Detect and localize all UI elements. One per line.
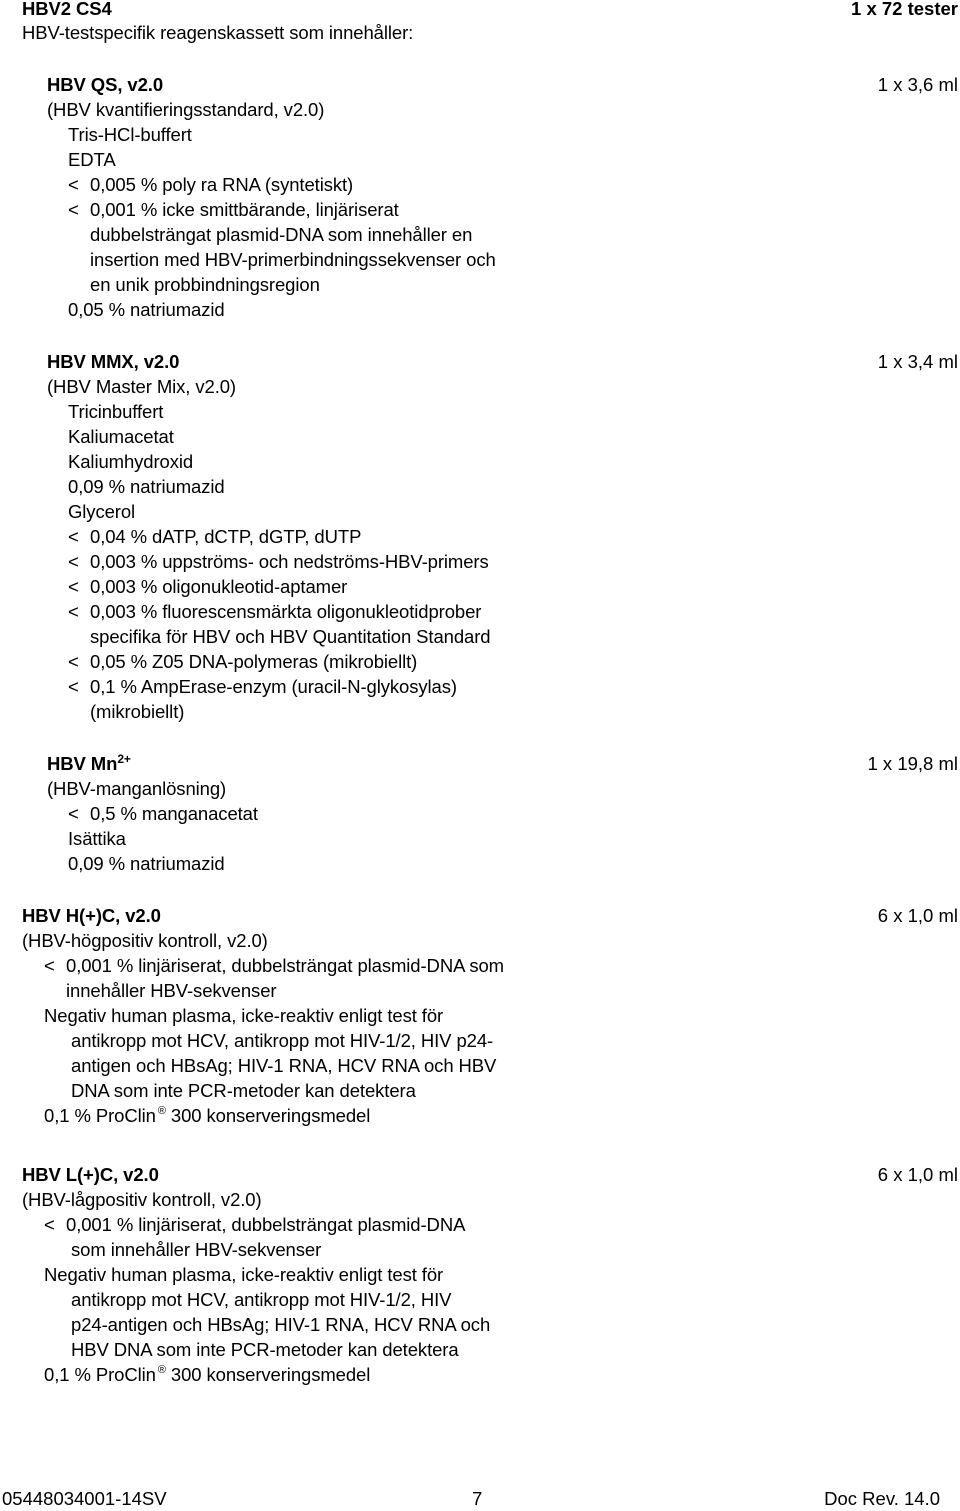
qs-component: < 0,001 % icke smittbärande, linjäriserat — [68, 199, 399, 220]
footer-revision: Doc Rev. 14.0 — [824, 1488, 940, 1509]
mmx-component: < 0,003 % oligonukleotid-aptamer — [68, 576, 348, 597]
qs-name: HBV QS, v2.0 — [47, 74, 164, 95]
lc-component-continued: HBV DNA som inte PCR-metoder kan detektera — [71, 1339, 459, 1360]
hc-component-continued: DNA som inte PCR-metoder kan detektera — [71, 1080, 416, 1101]
lc-component-continued: antikropp mot HCV, antikropp mot HIV-1/2, HIV — [71, 1289, 452, 1310]
footer-doc-number: 05448034001-14SV — [2, 1488, 167, 1509]
less-than-symbol: < — [68, 199, 79, 220]
mmx-component: 0,09 % natriumazid — [68, 476, 225, 497]
registered-mark: ® — [157, 1364, 166, 1376]
less-than-symbol: < — [68, 601, 79, 622]
qs-volume: 1 x 3,6 ml — [877, 74, 958, 95]
hc-volume: 6 x 1,0 ml — [877, 905, 958, 926]
qs-component: EDTA — [68, 149, 116, 170]
mn-superscript: 2+ — [117, 752, 131, 766]
mmx-component: < 0,05 % Z05 DNA-polymeras (mikrobiellt) — [68, 651, 418, 672]
qs-component-continued: dubbelsträngat plasmid-DNA som innehåller en — [90, 224, 473, 245]
kit-quantity: 1 x 72 tester — [851, 0, 958, 19]
qs-component-continued: insertion med HBV-primerbindningssekvenser och — [90, 249, 496, 270]
hc-fullname: (HBV-högpositiv kontroll, v2.0) — [22, 930, 268, 951]
less-than-symbol: < — [44, 955, 55, 976]
qs-component: 0,05 % natriumazid — [68, 299, 225, 320]
mmx-component: Glycerol — [68, 501, 136, 522]
less-than-symbol: < — [68, 174, 79, 195]
hc-component-continued: antikropp mot HCV, antikropp mot HIV-1/2, HIV p24- — [71, 1030, 494, 1051]
footer-page-number: 7 — [472, 1488, 483, 1509]
lc-component: 0,1 % ProClin ® 300 konserveringsmedel — [44, 1364, 371, 1385]
hc-component-continued: innehåller HBV-sekvenser — [66, 980, 277, 1001]
mmx-component-continued: (mikrobiellt) — [90, 701, 185, 722]
less-than-symbol: < — [68, 803, 79, 824]
mmx-component: < 0,04 % dATP, dCTP, dGTP, dUTP — [68, 526, 362, 547]
mmx-volume: 1 x 3,4 ml — [877, 351, 958, 372]
mn-component: < 0,5 % manganacetat — [68, 803, 258, 824]
mmx-component: < 0,003 % fluorescensmärkta oligonukleotidprober — [68, 601, 482, 622]
kit-subtitle: HBV-testspecifik reagenskassett som innehåller: — [22, 22, 414, 43]
less-than-symbol: < — [68, 526, 79, 547]
hc-component-continued: antigen och HBsAg; HIV-1 RNA, HCV RNA och HBV — [71, 1055, 497, 1076]
kit-title: HBV2 CS4 — [22, 0, 112, 19]
mmx-component: Kaliumacetat — [68, 426, 174, 447]
hc-component: < 0,001 % linjäriserat, dubbelsträngat plasmid-DNA som — [44, 955, 504, 976]
lc-component-continued: p24-antigen och HBsAg; HIV-1 RNA, HCV RNA och — [71, 1314, 491, 1335]
mn-name: HBV $Mn^{2+}$ — [47, 752, 131, 774]
mn-component: Isättika — [68, 828, 126, 849]
mmx-component: Kaliumhydroxid — [68, 451, 194, 472]
hc-component: 0,1 % ProClin ® 300 konserveringsmedel — [44, 1105, 371, 1126]
lc-name: HBV L(+)C, v2.0 — [22, 1164, 159, 1185]
mn-fullname: (HBV-manganlösning) — [47, 778, 227, 799]
mmx-name: HBV MMX, v2.0 — [47, 351, 180, 372]
mmx-component: < 0,003 % uppströms- och nedströms-HBV-primers — [68, 551, 489, 572]
mmx-component: Tricinbuffert — [68, 401, 164, 422]
qs-component: Tris-HCl-buffert — [68, 124, 192, 145]
mn-component: 0,09 % natriumazid — [68, 853, 225, 874]
mn-volume: 1 x 19,8 ml — [867, 753, 958, 774]
mmx-fullname: (HBV Master Mix, v2.0) — [47, 376, 236, 397]
registered-mark: ® — [157, 1105, 166, 1117]
mmx-component: < 0,1 % AmpErase-enzym (uracil-N-glykosylas) — [68, 676, 457, 697]
lc-component: Negativ human plasma, icke-reaktiv enligt test för — [44, 1264, 444, 1285]
mmx-component-continued: specifika för HBV och HBV Quantitation Standard — [90, 626, 491, 647]
qs-fullname: (HBV kvantifieringsstandard, v2.0) — [47, 99, 325, 120]
less-than-symbol: < — [68, 551, 79, 572]
hc-component: Negativ human plasma, icke-reaktiv enligt test för — [44, 1005, 444, 1026]
less-than-symbol: < — [68, 651, 79, 672]
lc-volume: 6 x 1,0 ml — [877, 1164, 958, 1185]
lc-fullname: (HBV-lågpositiv kontroll, v2.0) — [22, 1189, 262, 1210]
lc-component-continued: som innehåller HBV-sekvenser — [71, 1239, 322, 1260]
lc-component: < 0,001 % linjäriserat, dubbelsträngat plasmid-DNA — [44, 1214, 466, 1235]
qs-component-continued: en unik probbindningsregion — [90, 274, 320, 295]
less-than-symbol: < — [68, 576, 79, 597]
qs-component: < 0,005 % poly ra RNA (syntetiskt) — [68, 174, 354, 195]
hc-name: HBV H(+)C, v2.0 — [22, 905, 161, 926]
less-than-symbol: < — [44, 1214, 55, 1235]
less-than-symbol: < — [68, 676, 79, 697]
